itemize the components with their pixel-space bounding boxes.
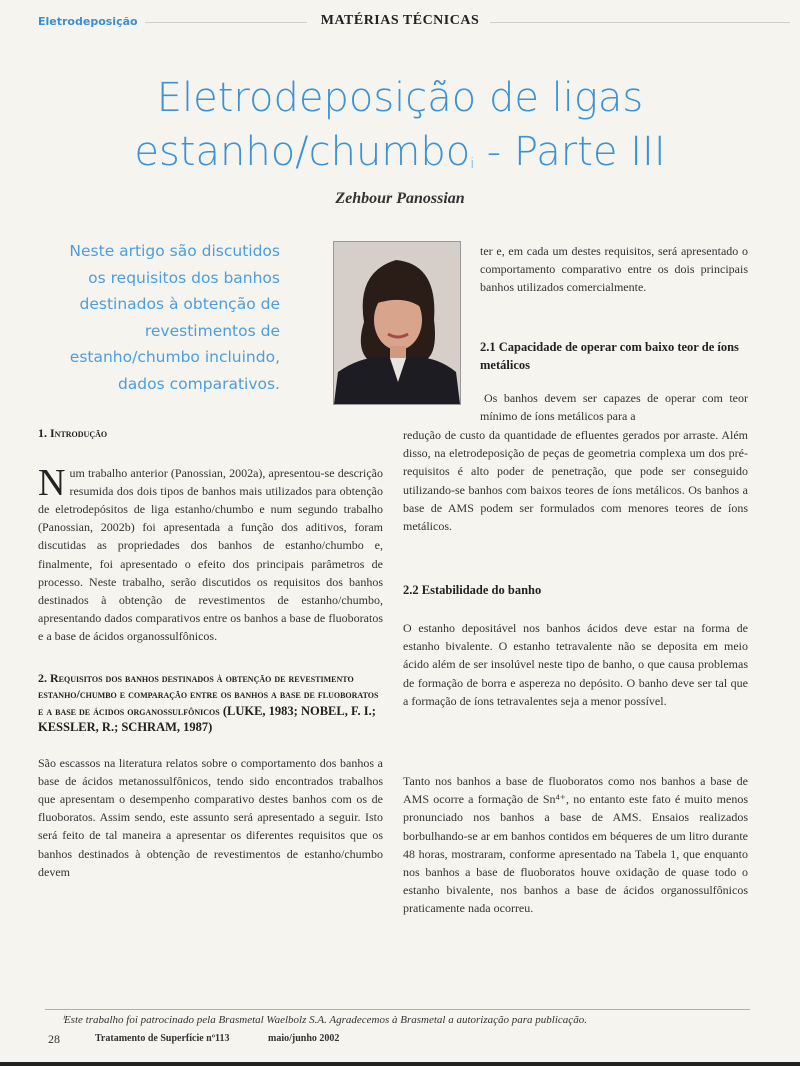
lede (30, 238, 280, 397)
footnote: ⁱEste trabalho foi patrocinado pela Brasmetal Waelbolz S.A. Agradecemos à Brasmetal a autorização para publicação. (62, 1014, 587, 1026)
section-tag: Eletrodeposição (38, 15, 138, 28)
drop-cap: N (38, 461, 66, 504)
journal-name: Tratamento de Superfície nº113 (95, 1033, 230, 1044)
title-text-rest: - Parte III (474, 129, 666, 175)
right-top-paragraph: ter e, em cada um destes requisitos, será apresentado o comportamento comparativo entre os dois principais banhos utilizados comercialmente. (480, 244, 748, 295)
portrait-image (334, 242, 460, 404)
section-2-heading (38, 670, 383, 736)
author-name: Zehbour Panossian (335, 190, 465, 207)
section-2-1-heading: 2.1 Capacidade de operar com baixo teor de íons metálicos (480, 340, 739, 372)
lede-line: destinados à obtenção de (79, 295, 280, 313)
lede-line: revestimentos de (144, 321, 280, 340)
article-title-line2 (0, 124, 800, 180)
author-photo (333, 241, 461, 405)
article-title-line1: Eletrodeposição de ligas (156, 75, 644, 121)
section-2-paragraph: São escassos na literatura relatos sobre o comportamento dos banhos a base de ácidos metanossulfônicos, tendo sido encontrados trabalhos que apresentam o desempenho comparativo destes banhos com os de fluoboratos. Assim sendo, este assunto será apresentado a seguir. Isto será feito de tal maneira a apresentar os diferentes requisitos que os banhos destinados à obtenção de revestimentos de estanho/chumbo devem (38, 755, 383, 879)
lede-line: estanho/chumbo incluindo, (69, 348, 280, 366)
section-title: Introdução (50, 426, 108, 440)
section-2-1-paragraph-b: redução de custo da quantidade de efluentes gerados por arraste. Além disso, na eletrodeposição de peças de geometria complexa um dos pré-requisitos é alto poder de penetração, que pode ser conseguido utilizando-se banhos com baixos teores de íons metálicos. Os banhos a base de AMS podem ser formulados com menores teores de íons metálicos. (403, 428, 748, 534)
section-2-2-paragraph-1: O estanho depositável nos banhos ácidos deve estar na forma de estanho bivalente. O estanho tetravalente não se deposita em meio ácido além de ser insolúvel neste tipo de banho, o que causa problemas de formação de borra e aspereza no depósito. O banho deve ser tal que a formação de íons tetravalentes seja a menor possível. (403, 621, 748, 708)
section-1-heading (38, 425, 383, 442)
footnote-rule (45, 1009, 750, 1010)
section-2-1-paragraph-a: Os banhos devem ser capazes de operar com teor mínimo de íons metálicos para a (480, 391, 748, 424)
title-text: estanho/chumbo (134, 129, 471, 175)
section-2-refs: (LUKE, 1983; NOBEL, F. I.; KESSLER, R.; SCHRAM, 1987) (38, 703, 376, 735)
bottom-bar (0, 1062, 800, 1066)
left-column (38, 425, 383, 881)
lede-line: Neste artigo são discutidos (69, 242, 280, 260)
section-number: 1. (38, 426, 50, 440)
section-2-title: 2. Requisitos dos banhos destinados à obtenção de revestimento estanho/chumbo e comparação entre os banhos a base de fluoboratos e a base de ácidos organossulfônicos (38, 670, 379, 718)
section-2-2-heading: 2.2 Estabilidade do banho (403, 583, 542, 597)
lede-line: os requisitos dos banhos (88, 268, 280, 287)
page-number: 28 (48, 1032, 60, 1046)
lede-line: dados comparativos. (117, 374, 280, 393)
intro-paragraph (38, 461, 383, 646)
intro-text: um trabalho anterior (Panossian, 2002a), apresentou-se descrição resumida dos dois tipos de banhos mais utilizados para obtenção de eletrodepósitos de liga estanho/chumbo e num segundo trabalho (Panossian, 2002b) foi apresentada a função dos aditivos, foram discutidas as propriedades dos banhos de estanho/chumbo e, finalmente, foi apresentado o efeito dos principais parâmetros de processo. Neste trabalho, serão discutidos os requisitos dos banhos destinados à obtenção de revestimentos de estanho/chumbo, apresentando dados comparativos entre os banhos a base de fluoboratos e a base de ácidos organossulfônicos. (38, 465, 383, 644)
title-footnote-mark: i (470, 156, 475, 172)
page-header: MATÉRIAS TÉCNICAS (320, 13, 480, 28)
issue-date: maio/junho 2002 (268, 1033, 340, 1044)
section-2-2-paragraph-2: Tanto nos banhos a base de fluoboratos como nos banhos a base de AMS ocorre a formação de Sn⁴⁺, no entanto este fato é muito menos pronunciado nos banhos a base de AMS. Ensaios realizados borbulhando-se ar em banhos contidos em béqueres de um litro durante 48 horas, mostraram, conforme apresentado na Tabela 1, que enquanto nos banhos a base de fluoboratos houve oxidação de quase todo o estanho bivalente, nos banhos a base de ácidos organossulfônicos praticamente nada ocorreu. (403, 774, 748, 916)
